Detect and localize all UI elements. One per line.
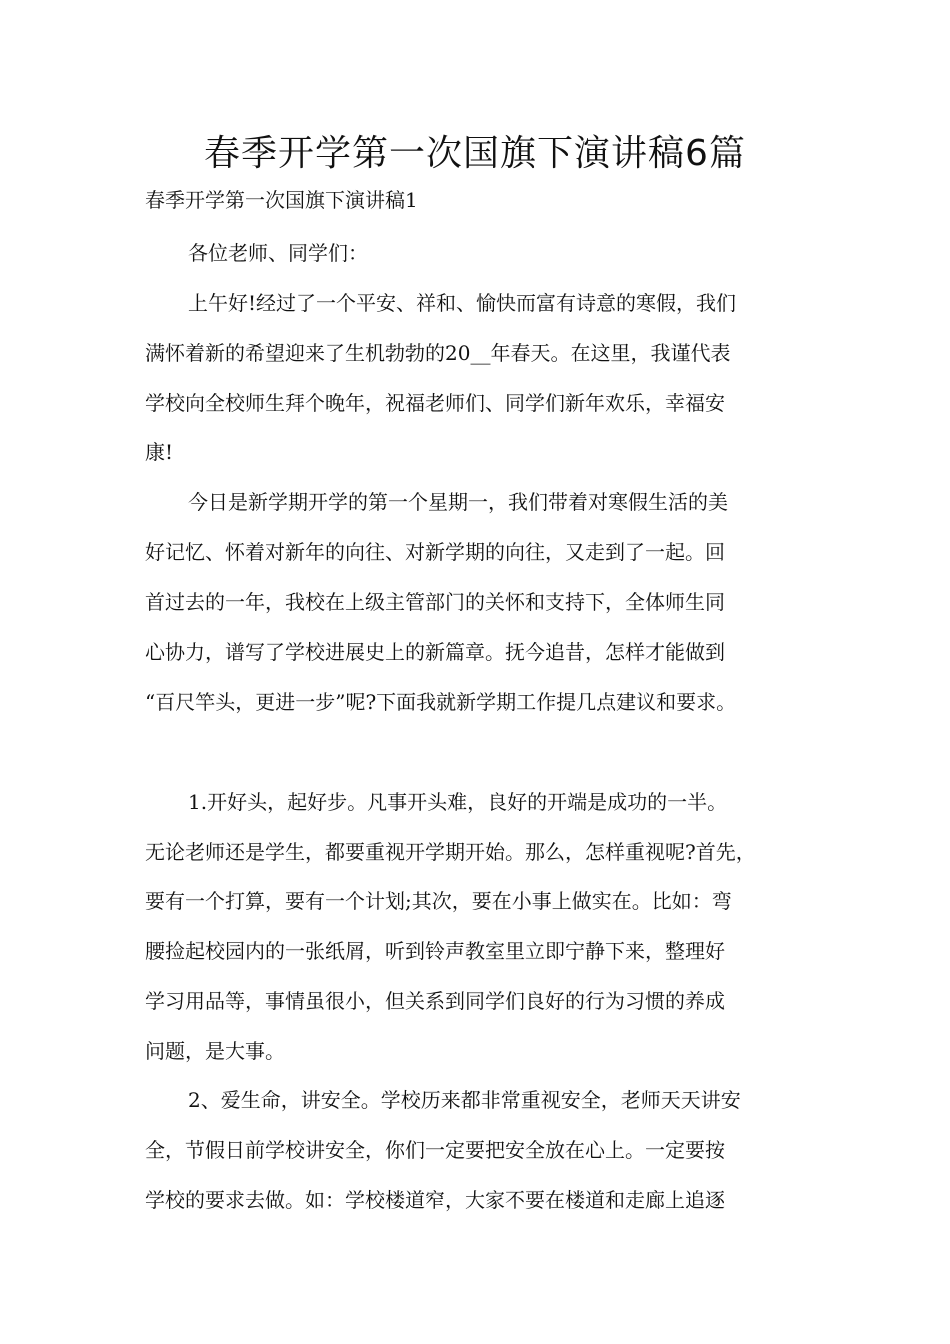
point-1-line-3: 要有一个打算，要有一个计划;其次，要在小事上做实在。比如：弯 — [145, 889, 732, 913]
document-title: 春季开学第一次国旗下演讲稿6篇 — [204, 133, 746, 174]
document-subtitle: 春季开学第一次国旗下演讲稿1 — [145, 188, 418, 212]
paragraph-1-line-3: 学校向全校师生拜个晚年，祝福老师们、同学们新年欢乐，幸福安 — [145, 391, 725, 415]
paragraph-2-line-2: 好记忆、怀着对新年的向往、对新学期的向往，又走到了一起。回 — [145, 540, 725, 564]
point-1-line-4: 腰捡起校园内的一张纸屑，听到铃声教室里立即宁静下来，整理好 — [145, 939, 725, 963]
point-1-line-2: 无论老师还是学生，都要重视开学期开始。那么，怎样重视呢?首先， — [145, 840, 756, 864]
point-1-line-5: 学习用品等，事情虽很小，但关系到同学们良好的行为习惯的养成 — [145, 989, 725, 1013]
point-1-line-1: 1.开好头，起好步。凡事开头难，良好的开端是成功的一半。 — [188, 790, 728, 814]
paragraph-1-line-1: 上午好!经过了一个平安、祥和、愉快而富有诗意的寒假，我们 — [188, 291, 737, 315]
point-1-line-6: 问题，是大事。 — [145, 1039, 285, 1063]
paragraph-1-line-2: 满怀着新的希望迎来了生机勃勃的20__年春天。在这里，我谨代表 — [145, 341, 731, 365]
paragraph-1-line-4: 康! — [145, 440, 174, 464]
paragraph-2-line-5: “百尺竿头，更进一步”呢?下面我就新学期工作提几点建议和要求。 — [145, 690, 737, 714]
point-2-line-2: 全，节假日前学校讲安全，你们一定要把安全放在心上。一定要按 — [145, 1138, 725, 1162]
point-2-line-3: 学校的要求去做。如：学校楼道窄，大家不要在楼道和走廊上追逐 — [145, 1188, 725, 1212]
point-2-line-1: 2、爱生命，讲安全。学校历来都非常重视安全，老师天天讲安 — [188, 1088, 741, 1112]
paragraph-2-line-1: 今日是新学期开学的第一个星期一，我们带着对寒假生活的美 — [188, 490, 728, 514]
paragraph-2-line-3: 首过去的一年，我校在上级主管部门的关怀和支持下，全体师生同 — [145, 590, 725, 614]
greeting-line: 各位老师、同学们： — [188, 241, 368, 265]
paragraph-2-line-4: 心协力，谱写了学校进展史上的新篇章。抚今追昔，怎样才能做到 — [145, 640, 725, 664]
